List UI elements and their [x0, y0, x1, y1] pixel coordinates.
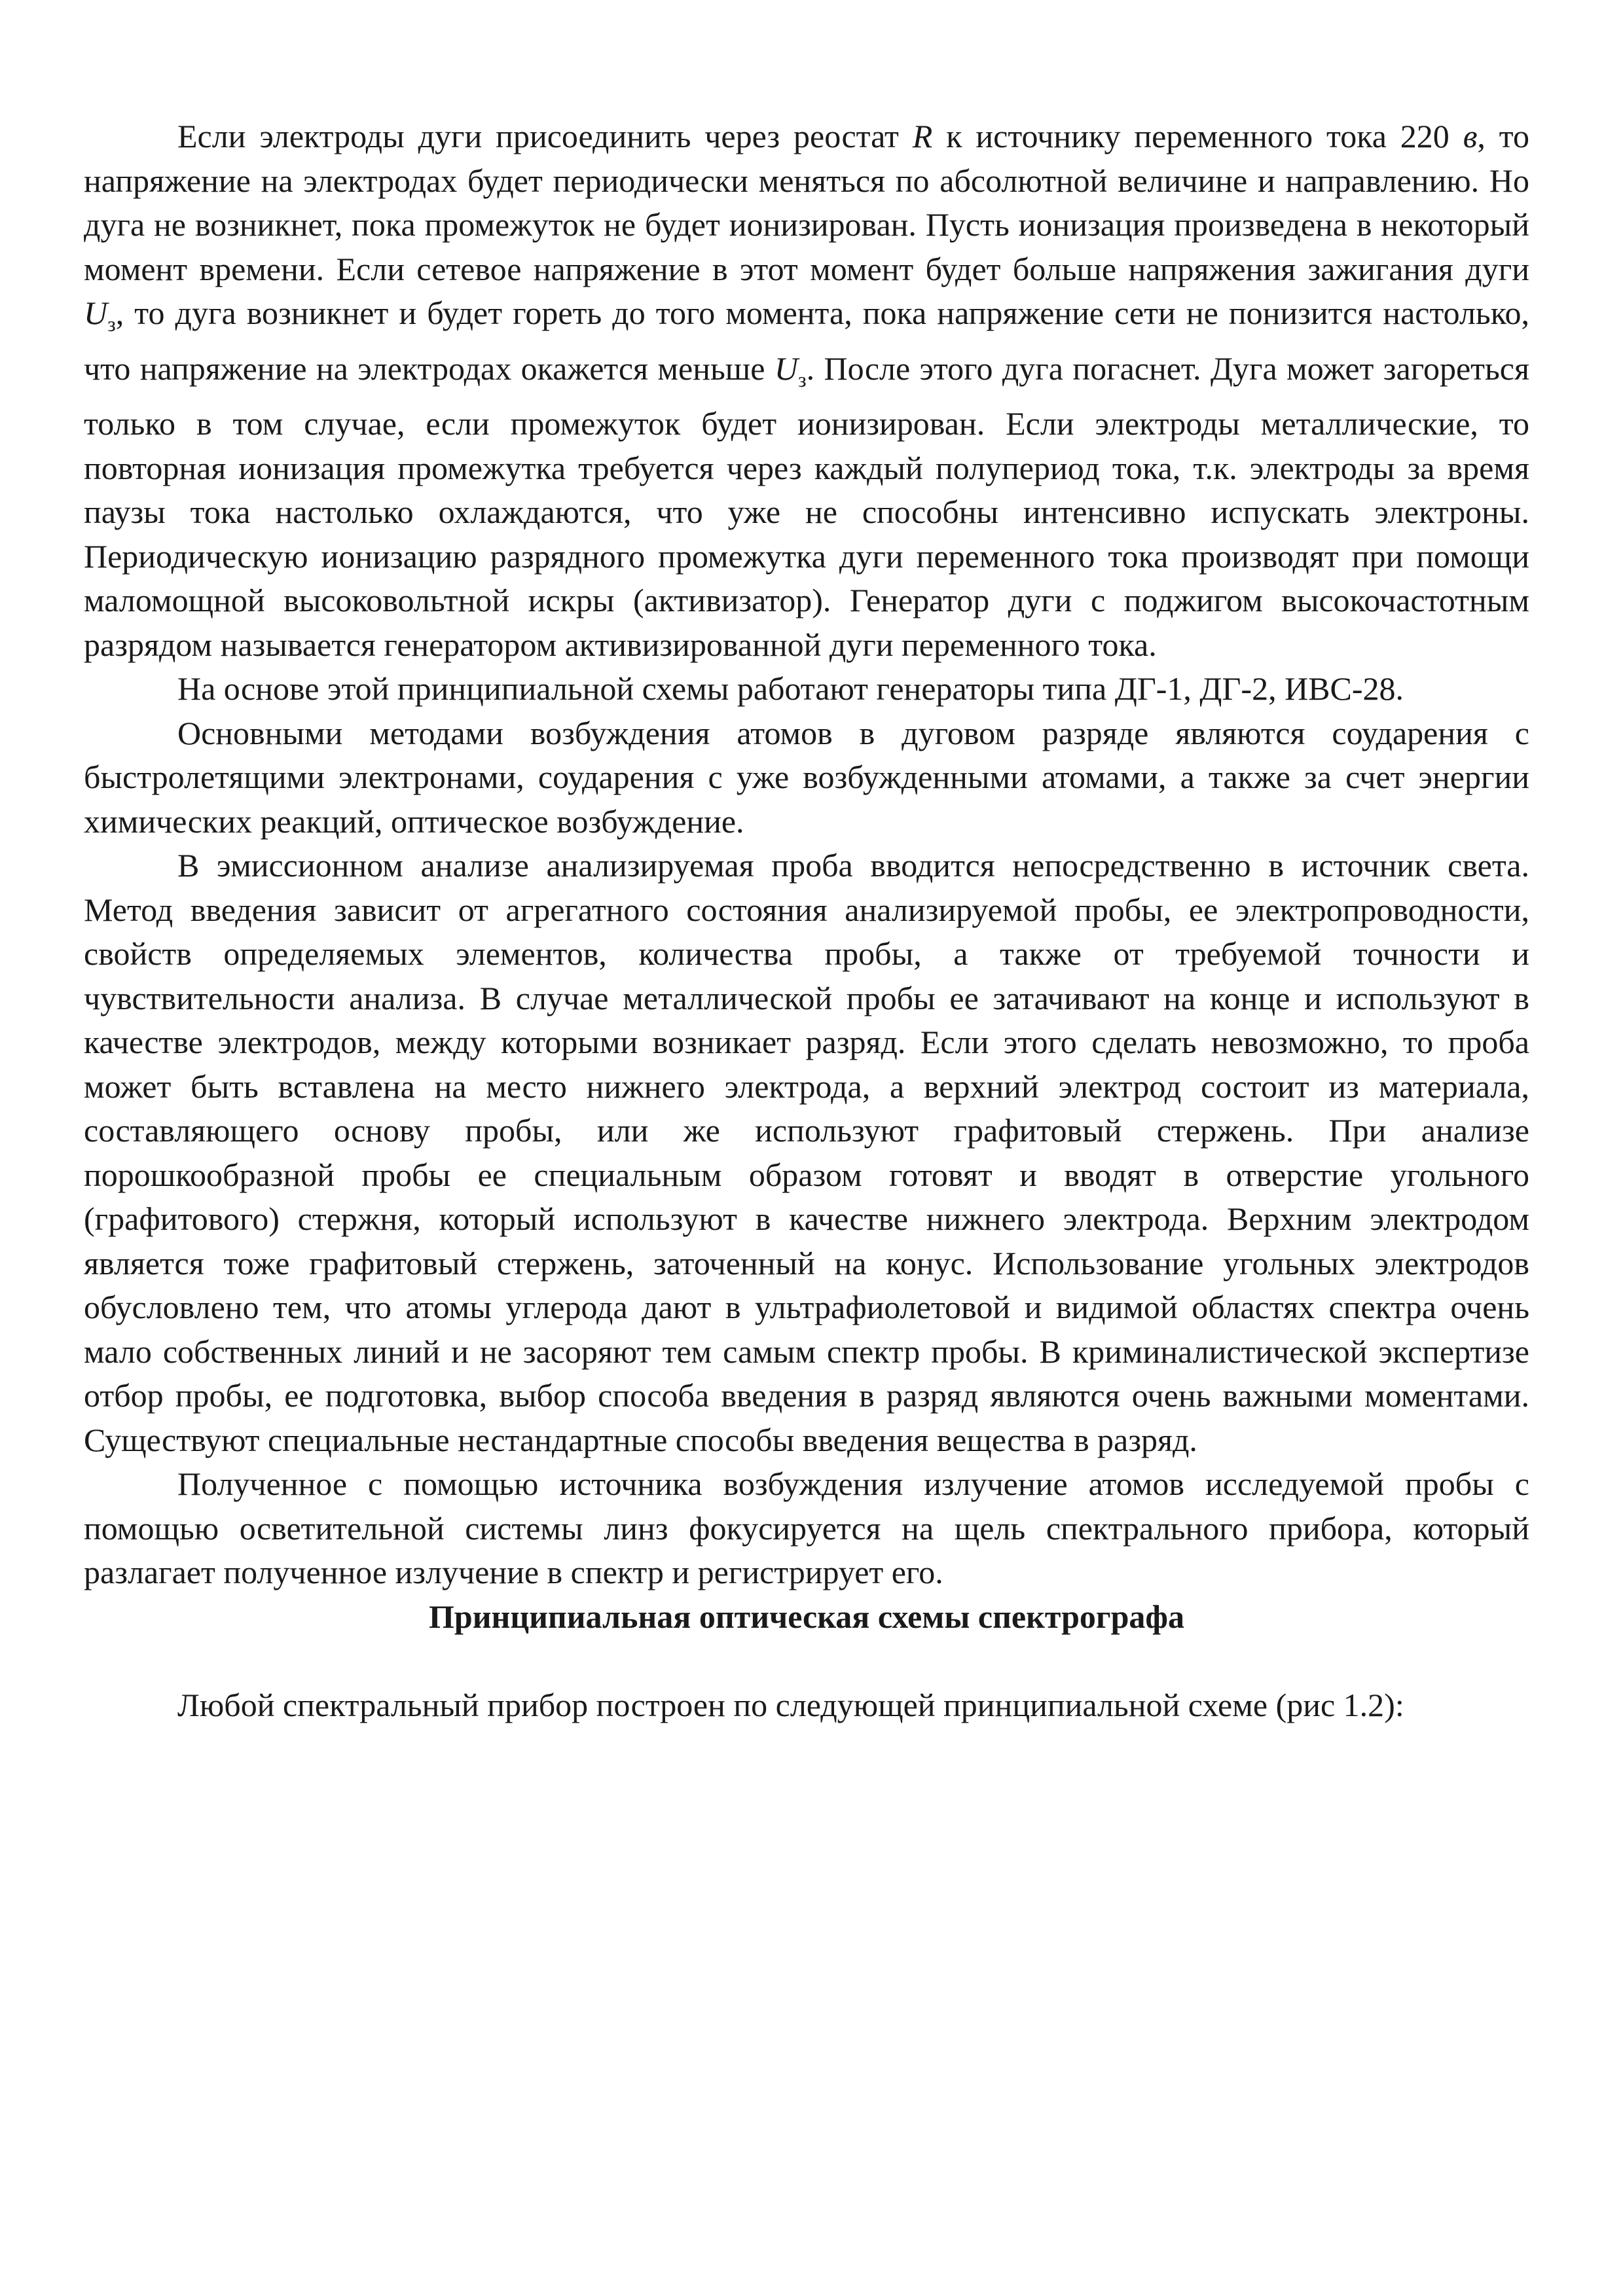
text-run: к источнику переменного тока 220 [932, 118, 1463, 154]
paragraph-spectral-device: Полученное с помощью источника возбуждения излучение атомов исследуемой пробы с помощью осветительной системы линз фокусируется на щель спектрального прибора, который разлагает полученное излучение в спектр и регистрирует его. [84, 1465, 1529, 1590]
paragraph-generators: На основе этой принципиальной схемы работают генераторы типа ДГ-1, ДГ-2, ИВС-28. [177, 670, 1404, 707]
text-run: , то напряжение на электродах будет периодически меняться по абсолютной величине и направлению. Но дуга не возникнет, пока промежуток не будет ионизирован. Пусть ионизация произведена в некоторый момент времени. Если сетевое напряжение в этот момент будет больше напряжения зажигания дуги [84, 118, 1529, 287]
paragraph-sample-introduction: В эмиссионном анализе анализируемая проба вводится непосредственно в источник света. Метод введения зависит от агрегатного состояния анализируемой пробы, ее электропроводности, свойств определяемых элементов, количества пробы, а также от требуемой точности и чувствительности анализа. В случае металлической пробы ее затачивают на конце и используют в качестве электродов, между которыми возникает разряд. Если этого сделать невозможно, то проба может быть вставлена на место нижнего электрода, а верхний электрод состоит из материала, составляющего основу пробы, или же используют графитовый стержень. При анализе порошкообразной пробы ее специальным образом готовят и вводят в отверстие угольного (графитового) стержня, который используют в качестве нижнего электрода. Верхним электродом является тоже графитовый стержень, заточенный на конус. Использование угольных электродов обусловлено тем, что атомы углерода дают в ультрафиолетовой и видимой областях спектра очень мало собственных линий и не засоряют тем самым спектр пробы. В криминалистической экспертизе отбор пробы, ее подготовка, выбор способа введения в разряд являются очень важными моментами. Существуют специальные нестандартные способы введения вещества в разряд. [84, 847, 1529, 1458]
paragraph-scheme-intro: Любой спектральный прибор построен по следующей принципиальной схеме (рис 1.2): [177, 1686, 1404, 1723]
text-run: . После этого дуга погаснет. Дуга может загореться только в том случае, если промежуток будет ионизирован. Если электроды металлические, то повторная ионизация промежутка требуется через каждый полупериод тока, т.к. электроды за время паузы тока настолько охлаждаются, что уже не способны интенсивно испускать электроны. Периодическую ионизацию разрядного промежутка дуги переменного тока производят при помощи маломощной высоковольтной искры (активизатор). Генератор дуги с поджигом высокочастотным разрядом называется генератором активизированной дуги переменного тока. [84, 350, 1529, 663]
text-run: , то дуга возникнет и будет гореть до того момента, пока напряжение сети не понизится настолько, что напряжение на электродах окажется меньше [84, 295, 1529, 387]
spacer [84, 1639, 1529, 1683]
text-run: Если электроды дуги присоединить через реостат [177, 118, 913, 154]
symbol-ignition-voltage: $U_з$ [774, 350, 807, 391]
section-heading: Принципиальная оптическая схемы спектрографа [429, 1598, 1184, 1635]
document-page [84, 115, 1529, 1727]
paragraph-excitation-methods: Основными методами возбуждения атомов в дуговом разряде являются соударения с быстролетящими электронами, соударения с уже возбужденными атомами, а также за счет энергии химических реакций, оптическое возбуждение. [84, 714, 1529, 840]
paragraph-arc-ionization [84, 115, 1529, 667]
symbol-ignition-voltage: $U_з$ [84, 295, 116, 336]
symbol-resistor: R [912, 118, 933, 154]
unit-volt: в [1463, 118, 1478, 154]
